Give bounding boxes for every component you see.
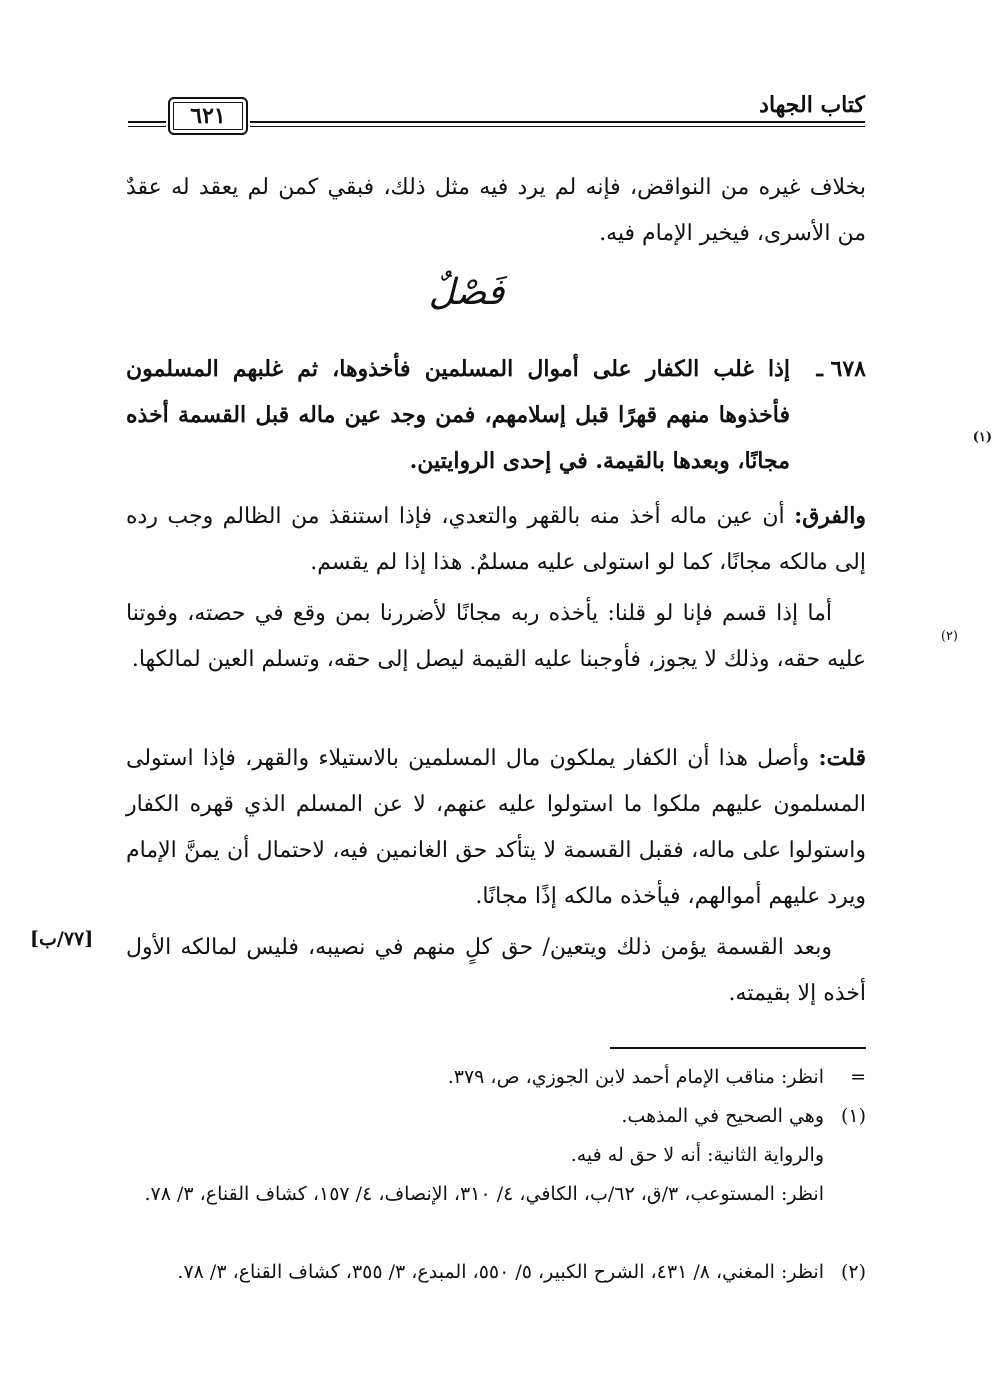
footnote [120,1175,866,1213]
qult-paragraph [126,735,866,920]
header-rule [250,126,865,127]
issue-paragraph [126,346,992,484]
footnote-text: انظر: المغني، ٨/ ٤٣١، الشرح الكبير، ٥/ ٥٥٠، المبدع، ٣/ ٣٥٥، كشاف القناع، ٣/ ٧٨. [177,1261,824,1283]
issue-number: ٦٧٨ ـ [816,356,866,382]
margin-note: [٧٧/ب] [30,928,94,950]
division-text: أما إذا قسم فإنا لو قلنا: يأخذه ربه مجانًا لأضررنا بمن وقع في حصته، وفوتنا عليه حقه، وذلك لا يجوز، فأوجبنا عليه القيمة ليصل إلى حقه، وتسلم العين لمالكها [126,601,866,672]
qult-text: وأصل هذا أن الكفار يملكون مال المسلمين بالاستيلاء والقهر، فإذا استولى المسلمون عليهم ملكوا ما استولوا عليه عنهم، لا عن المسلم الذي قهره الكفار واستولوا على ماله، فقبل القسمة لا يتأكد حق الغانمين فيه، لاحتمال أن يمنَّ الإمام ويرد عليهم أموالهم، فيأخذه مالكه إذًا مجانًا. [126,746,866,909]
page-number: ٦٢١ [168,97,248,135]
footnote-text: انظر: المستوعب، ٣/ق، ٦٢/ب، الكافي، ٤/ ٣١٠، الإنصاف، ٤/ ١٥٧، كشاف القناع، ٣/ ٧٨. [144,1183,824,1205]
issue-text: إذا غلب الكفار على أموال المسلمين فأخذوها، ثم غلبهم المسلمون فأخذوها منهم قهرًا قبل إسلامهم، فمن وجد عين ماله قبل القسمة أخذه مجانًا، وبعدها بالقيمة. في إحدى الروايتين [126,356,790,474]
footnote-text: والرواية الثانية: أنه لا حق له فيه. [570,1144,824,1166]
after-division-paragraph: وبعد القسمة يؤمن ذلك ويتعين/ حق كلٍ منهم في نصيبه، فليس لمالكه الأول أخذه إلا بقيمته. [126,935,866,1006]
difference-paragraph [126,493,866,586]
footnote [120,1136,866,1174]
intro-paragraph: بخلاف غيره من النواقض، فإنه لم يرد فيه مثل ذلك، فبقي كمن لم يعقد له عقدٌ من الأسرى، فيخير الإمام فيه. [126,175,866,246]
header-rule [128,121,166,123]
footnote-text: انظر: مناقب الإمام أحمد لابن الجوزي، ص، ٣٧٩. [447,1066,824,1088]
section-heading: فَصْلٌ [428,272,505,313]
difference-text: أن عين ماله أخذ منه بالقهر والتعدي، فإذا استنقذ من الظالم وجب رده إلى مالكه مجانًا، كما لو استولى عليه مسلمٌ. هذا إذا لم يقسم. [126,504,866,575]
issue-body: إذا غلب الكفار على أموال المسلمين فأخذوها، ثم غلبهم المسلمون فأخذوها منهم قهرًا قبل إسلامهم، فمن وجد عين ماله قبل القسمة أخذه مجانًا، وبعدها بالقيمة. في إحدى الروايتين (١) . [126,356,992,474]
footnote [120,1253,866,1291]
header-rule [250,121,865,123]
division-paragraph: أما إذا قسم فإنا لو قلنا: يأخذه ربه مجانًا لأضررنا بمن وقع في حصته، وفوتنا عليه حقه، وذلك لا يجوز، فأوجبنا عليه القيمة ليصل إلى حقه، وتسلم العين لمالكها (٢) . [126,601,958,672]
footnote-marker: (٢) [840,1261,866,1283]
footnote [120,1058,866,1096]
footnote-rule [610,1047,866,1049]
chapter-title: كتاب الجهاد [759,92,865,118]
issue-end: . [409,448,418,474]
division-end: . [131,647,139,672]
footnote [120,1097,866,1135]
footnote-marker: = [850,1066,866,1088]
footnote-marker: (١) [840,1105,866,1127]
header-rule [128,126,166,127]
qult-lead: قلت: [818,745,866,771]
footnote-text: وهي الصحيح في المذهب. [621,1105,824,1127]
difference-lead: والفرق: [794,503,866,529]
